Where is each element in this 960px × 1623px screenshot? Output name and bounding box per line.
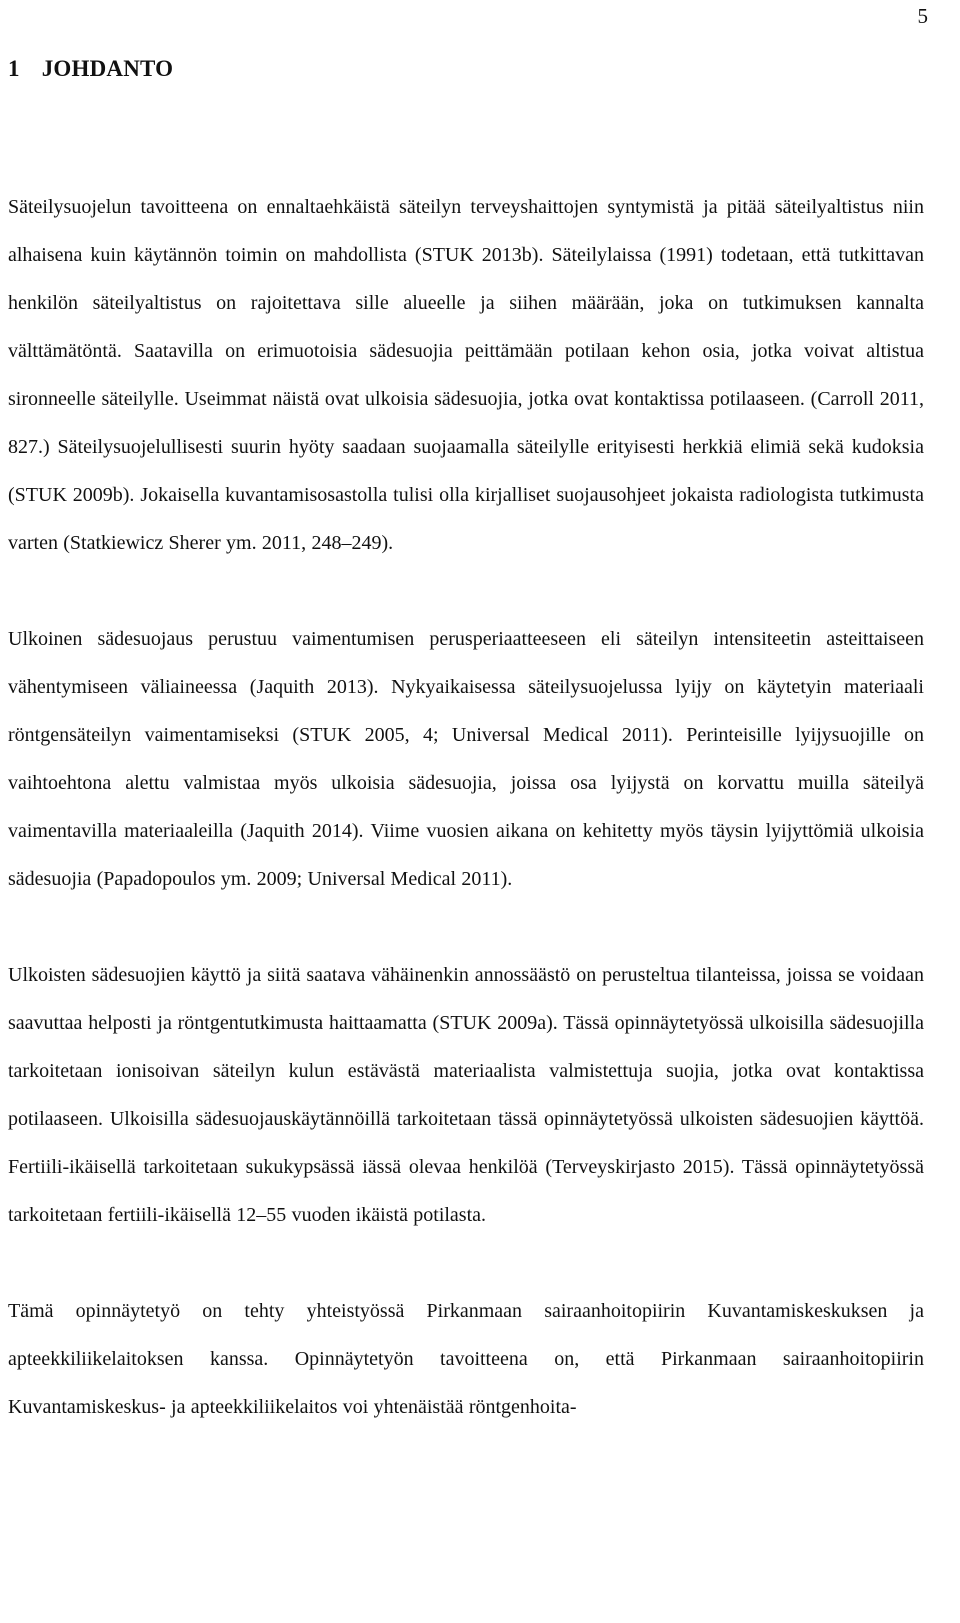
body-text [8, 183, 924, 1479]
paragraph-2: Ulkoinen sädesuojaus perustuu vaimentumisen perusperiaatteeseen eli säteilyn intensiteetin asteittaiseen vähentymiseen väliaineessa (Jaquith 2013). Nykyaikaisessa säteilysuojelussa lyijy on käytetyin materiaali röntgensäteilyn vaimentamiseksi (STUK 2005, 4; Universal Medical 2011). Perinteisille lyijysuojille on vaihtoehtona alettu valmistaa myös ulkoisia sädesuojia, joissa osa lyijystä on korvattu muilla säteilyä vaimentavilla materiaaleilla (Jaquith 2014). Viime vuosien aikana on kehitetty myös täysin lyijyttömiä ulkoisia sädesuojia (Papadopoulos ym. 2009; Universal Medical 2011). [8, 628, 924, 890]
chapter-title: JOHDANTO [41, 56, 174, 81]
page-number: 5 [917, 4, 928, 28]
paragraph-1: Säteilysuojelun tavoitteena on ennaltaehkäistä säteilyn terveyshaittojen syntymistä ja pitää säteilyaltistus niin alhaisena kuin käytännön toimin on mahdollista (STUK 2013b). Säteilylaissa (1991) todetaan, että tutkittavan henkilön säteilyaltistus on rajoitettava sille alueelle ja siihen määrään, joka on tutkimuksen kannalta välttämätöntä. Saatavilla on erimuotoisia sädesuojia peittämään potilaan kehon osia, jotka voivat altistua sironneelle säteilylle. Useimmat näistä ovat ulkoisia sädesuojia, jotka ovat kontaktissa potilaaseen. (Carroll 2011, 827.) Säteilysuojelullisesti suurin hyöty saadaan suojaamalla säteilylle erityisesti herkkiä elimiä sekä kudoksia (STUK 2009b). Jokaisella kuvantamisosastolla tulisi olla kirjalliset suojausohjeet jokaista radiologista tutkimusta varten (Statkiewicz Sherer ym. 2011, 248–249). [8, 196, 924, 554]
paragraph-3: Ulkoisten sädesuojien käyttö ja siitä saatava vähäinenkin annossäästö on perusteltua tilanteissa, joissa se voidaan saavuttaa helposti ja röntgentutkimusta haittaamatta (STUK 2009a). Tässä opinnäytetyössä ulkoisilla sädesuojilla tarkoitetaan ionisoivan säteilyn kulun estävästä materiaalista valmistettuja suojia, jotka ovat kontaktissa potilaaseen. Ulkoisilla sädesuojauskäytännöillä tarkoitetaan tässä opinnäytetyössä ulkoisten sädesuojien käyttöä. Fertiili-ikäisellä tarkoitetaan sukukypsässä iässä olevaa henkilöä (Terveyskirjasto 2015). Tässä opinnäytetyössä tarkoitetaan fertiili-ikäisellä 12–55 vuoden ikäistä potilasta. [8, 964, 924, 1226]
chapter-number: 1 [8, 56, 20, 81]
paragraph-4: Tämä opinnäytetyö on tehty yhteistyössä Pirkanmaan sairaanhoitopiirin Kuvantamiskeskuksen ja apteekkiliikelaitoksen kanssa. Opinnäytetyön tavoitteena on, että Pirkanmaan sairaanhoitopiirin Kuvantamiskeskus- ja apteekkiliikelaitos voi yhtenäistää röntgenhoita- [8, 1300, 924, 1418]
chapter-heading [8, 56, 173, 82]
